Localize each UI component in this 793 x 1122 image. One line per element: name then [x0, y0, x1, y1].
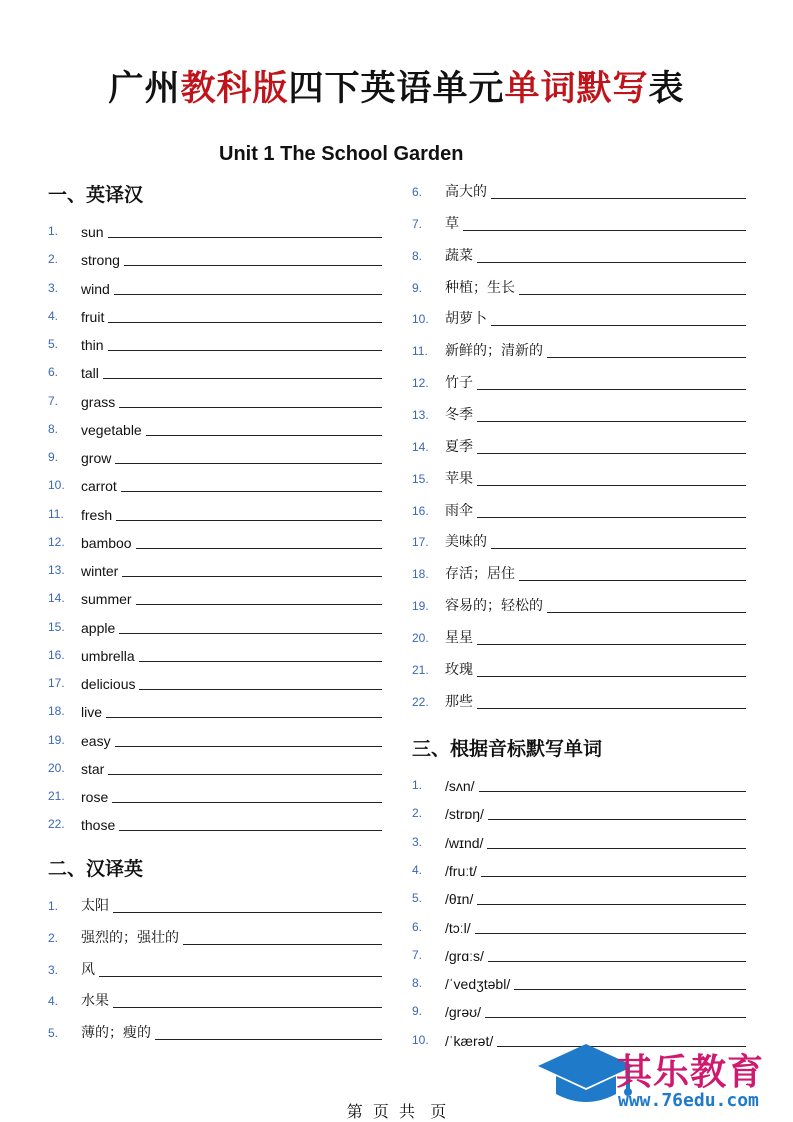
answer-blank-line[interactable]: [155, 1038, 382, 1040]
list-item: [412, 770, 746, 794]
item-prompt: /strɒŋ/: [445, 806, 484, 823]
list-item: [48, 470, 382, 494]
item-prompt: fruit: [81, 308, 105, 325]
item-number: 21.: [412, 662, 429, 677]
item-number: 14.: [412, 439, 429, 454]
title-text-dictation: 单词默写: [504, 69, 649, 109]
item-prompt: 美味的: [445, 534, 487, 551]
answer-blank-line[interactable]: [139, 688, 382, 690]
answer-blank-line[interactable]: [108, 321, 382, 323]
section-heading-phonetic: 三、根据音标默写单词: [412, 738, 603, 760]
item-prompt: carrot: [81, 478, 117, 495]
item-number: 9.: [48, 450, 59, 464]
answer-blank-line[interactable]: [477, 516, 746, 518]
list-item: [48, 414, 382, 438]
item-prompt: 胡萝卜: [445, 311, 487, 328]
list-item: [48, 583, 382, 607]
item-number: 11.: [412, 344, 428, 359]
item-number: 5.: [412, 891, 423, 906]
list-item: [412, 883, 746, 907]
item-number: 19.: [48, 732, 65, 747]
list-item: [48, 301, 382, 325]
answer-blank-line[interactable]: [477, 452, 746, 454]
item-prompt: 强烈的；强壮的: [81, 929, 179, 946]
answer-blank-line[interactable]: [119, 406, 382, 408]
item-prompt: 风: [81, 961, 95, 978]
answer-blank-line[interactable]: [108, 349, 382, 351]
item-number: 17.: [48, 676, 65, 690]
item-prompt: grow: [81, 450, 112, 466]
item-number: 2.: [412, 806, 423, 821]
list-item: [412, 400, 746, 424]
list-item: [48, 216, 382, 240]
item-number: 11.: [48, 506, 64, 521]
item-number: 19.: [412, 599, 429, 614]
item-prompt: 存活；居住: [445, 566, 515, 583]
item-prompt: /sʌn/: [445, 778, 475, 794]
answer-blank-line[interactable]: [115, 745, 382, 747]
item-number: 7.: [412, 216, 423, 231]
answer-blank-line[interactable]: [491, 324, 746, 326]
item-number: 12.: [412, 376, 429, 391]
item-prompt: 太阳: [81, 898, 109, 914]
item-number: 7.: [412, 947, 423, 962]
item-prompt: apple: [81, 619, 116, 636]
item-prompt: rose: [81, 789, 109, 805]
list-item: [412, 432, 746, 456]
item-prompt: /θɪn/: [445, 891, 474, 908]
item-prompt: 蔬菜: [445, 247, 473, 264]
item-number: 18.: [48, 704, 65, 719]
item-number: 3.: [412, 834, 423, 849]
answer-blank-line[interactable]: [183, 943, 382, 945]
item-number: 17.: [412, 535, 429, 550]
list-item: [48, 955, 382, 979]
answer-blank-line[interactable]: [112, 801, 382, 803]
item-number: 13.: [48, 563, 65, 577]
answer-blank-line[interactable]: [477, 903, 746, 905]
item-prompt: /grəʊ/: [445, 1004, 481, 1021]
list-item: [412, 996, 746, 1020]
list-item: [48, 527, 382, 551]
item-prompt: 竹子: [445, 375, 473, 392]
item-number: 10.: [412, 312, 429, 327]
answer-blank-line[interactable]: [122, 575, 382, 577]
list-item: [48, 555, 382, 579]
list-item: [48, 442, 382, 466]
list-item: [412, 623, 746, 647]
answer-blank-line[interactable]: [99, 975, 382, 977]
title-text-jiaokeban: 教科版: [180, 69, 289, 109]
answer-blank-line[interactable]: [146, 434, 382, 436]
item-number: 13.: [412, 407, 429, 422]
answer-blank-line[interactable]: [547, 356, 746, 358]
item-prompt: /fruːt/: [445, 862, 477, 879]
item-prompt: 高大的: [445, 184, 487, 200]
answer-blank-line[interactable]: [113, 1006, 382, 1008]
answer-blank-line[interactable]: [488, 960, 746, 962]
title-text-grade: 四下英语单元: [288, 69, 505, 109]
answer-blank-line[interactable]: [477, 388, 746, 390]
item-number: 22.: [48, 817, 65, 832]
answer-blank-line[interactable]: [119, 829, 382, 831]
item-number: 8.: [412, 976, 423, 991]
item-prompt: /grɑːs/: [445, 947, 484, 964]
list-item: [412, 177, 746, 201]
item-prompt: wind: [81, 280, 110, 297]
item-prompt: 种植；生长: [445, 279, 515, 296]
answer-blank-line[interactable]: [488, 818, 746, 820]
brand-name: 其乐教育: [616, 1052, 765, 1093]
answer-blank-line[interactable]: [139, 660, 382, 662]
list-item: [412, 241, 746, 265]
list-item: [48, 668, 382, 692]
list-item: [412, 304, 746, 328]
item-prompt: thin: [81, 337, 104, 353]
item-number: 10.: [412, 1032, 429, 1047]
answer-blank-line[interactable]: [103, 377, 382, 379]
answer-blank-line[interactable]: [116, 519, 382, 521]
answer-blank-line[interactable]: [491, 547, 746, 549]
list-item: [412, 940, 746, 964]
page-title: [0, 64, 793, 114]
item-number: 6.: [48, 365, 59, 380]
item-prompt: 星星: [445, 629, 473, 646]
item-prompt: summer: [81, 591, 132, 608]
answer-blank-line[interactable]: [136, 547, 382, 549]
answer-blank-line[interactable]: [115, 462, 382, 464]
answer-blank-line[interactable]: [485, 1016, 746, 1018]
answer-blank-line[interactable]: [514, 988, 746, 990]
brand-url: www.76edu.com: [618, 1090, 759, 1111]
item-prompt: star: [81, 760, 105, 777]
answer-blank-line[interactable]: [481, 875, 746, 877]
item-number: 10.: [48, 478, 65, 493]
title-text-table: 表: [648, 69, 685, 109]
item-number: 12.: [48, 534, 65, 549]
answer-blank-line[interactable]: [479, 790, 746, 792]
list-item: [412, 496, 746, 520]
item-number: 15.: [412, 471, 429, 486]
list-item: [48, 1018, 382, 1042]
item-number: 4.: [48, 308, 59, 323]
item-number: 9.: [412, 280, 423, 295]
item-prompt: 那些: [445, 693, 473, 710]
answer-blank-line[interactable]: [114, 293, 382, 295]
list-item: [48, 329, 382, 353]
item-number: 7.: [48, 393, 59, 408]
answer-blank-line[interactable]: [491, 197, 746, 199]
item-number: 14.: [48, 591, 65, 606]
list-item: [48, 809, 382, 833]
list-item: [48, 499, 382, 523]
item-prompt: easy: [81, 732, 111, 749]
answer-blank-line[interactable]: [108, 236, 382, 238]
item-number: 6.: [412, 185, 423, 199]
answer-blank-line[interactable]: [519, 293, 746, 295]
section-heading-cn-to-en: 二、汉译英: [48, 858, 144, 880]
item-prompt: bamboo: [81, 534, 132, 551]
list-item: [48, 725, 382, 749]
answer-blank-line[interactable]: [463, 229, 746, 231]
unit-subtitle: Unit 1 The School Garden: [219, 143, 464, 165]
item-number: 20.: [412, 630, 429, 645]
item-prompt: umbrella: [81, 647, 135, 664]
item-prompt: 夏季: [445, 438, 473, 455]
item-number: 6.: [412, 919, 423, 934]
answer-blank-line[interactable]: [106, 716, 382, 718]
list-item: [48, 753, 382, 777]
list-item: [412, 827, 746, 851]
item-prompt: tall: [81, 365, 99, 382]
list-item: [412, 855, 746, 879]
item-prompt: grass: [81, 393, 116, 410]
item-number: 4.: [48, 994, 59, 1009]
list-item: [412, 273, 746, 297]
item-prompt: /ˈkærət/: [445, 1032, 494, 1049]
answer-blank-line[interactable]: [547, 611, 746, 613]
item-prompt: 薄的；瘦的: [81, 1025, 151, 1041]
item-prompt: /tɔːl/: [445, 919, 471, 936]
item-number: 16.: [48, 647, 65, 662]
item-number: 2.: [48, 930, 59, 945]
answer-blank-line[interactable]: [519, 579, 746, 581]
list-item: [48, 612, 382, 636]
answer-blank-line[interactable]: [136, 603, 382, 605]
item-number: 9.: [412, 1004, 423, 1019]
item-number: 16.: [412, 503, 429, 518]
answer-blank-line[interactable]: [477, 420, 746, 422]
item-prompt: 玫瑰: [445, 661, 473, 678]
answer-blank-line[interactable]: [477, 643, 746, 645]
list-item: [48, 696, 382, 720]
list-item: [412, 464, 746, 488]
answer-blank-line[interactable]: [477, 707, 746, 709]
list-item: [412, 591, 746, 615]
list-item: [412, 912, 746, 936]
item-prompt: winter: [81, 563, 119, 579]
list-item: [48, 986, 382, 1010]
item-number: 3.: [48, 280, 59, 295]
item-number: 18.: [412, 567, 429, 582]
list-item: [48, 386, 382, 410]
item-number: 21.: [48, 789, 65, 803]
answer-blank-line[interactable]: [113, 911, 382, 913]
answer-blank-line[interactable]: [108, 773, 382, 775]
item-number: 8.: [412, 248, 423, 263]
answer-blank-line[interactable]: [487, 847, 746, 849]
list-item: [48, 891, 382, 915]
list-item: [48, 357, 382, 381]
answer-blank-line[interactable]: [119, 632, 382, 634]
list-item: [48, 640, 382, 664]
list-item: [412, 687, 746, 711]
item-number: 8.: [48, 421, 59, 436]
item-prompt: delicious: [81, 676, 136, 692]
item-number: 22.: [412, 694, 429, 709]
list-item: [412, 968, 746, 992]
list-item: [412, 336, 746, 360]
item-prompt: 冬季: [445, 406, 473, 423]
item-prompt: fresh: [81, 506, 113, 523]
answer-blank-line[interactable]: [477, 675, 746, 677]
item-prompt: strong: [81, 252, 120, 269]
answer-blank-line[interactable]: [121, 490, 382, 492]
list-item: [412, 559, 746, 583]
item-number: 5.: [48, 1026, 59, 1040]
item-prompt: 新鲜的；清新的: [445, 343, 543, 360]
answer-blank-line[interactable]: [477, 261, 746, 263]
item-number: 1.: [48, 899, 59, 913]
list-item: [48, 244, 382, 268]
item-prompt: those: [81, 817, 116, 834]
item-prompt: live: [81, 704, 103, 721]
list-item: [412, 368, 746, 392]
item-number: 1.: [48, 224, 59, 238]
page-footer: 第 页 共 页: [346, 1102, 447, 1121]
item-number: 5.: [48, 337, 59, 351]
item-prompt: 容易的；轻松的: [445, 598, 543, 615]
item-prompt: sun: [81, 224, 104, 240]
list-item: [412, 798, 746, 822]
item-number: 15.: [48, 619, 65, 634]
item-number: 4.: [412, 862, 423, 877]
item-prompt: /wɪnd/: [445, 834, 484, 851]
list-item: [48, 923, 382, 947]
item-prompt: vegetable: [81, 421, 142, 438]
item-number: 2.: [48, 252, 59, 267]
item-number: 1.: [412, 778, 423, 792]
list-item: [412, 209, 746, 233]
item-prompt: 草: [445, 215, 459, 232]
list-item: [48, 273, 382, 297]
answer-blank-line[interactable]: [124, 264, 382, 266]
item-prompt: 苹果: [445, 470, 473, 487]
item-prompt: /ˈvedʒtəbl/: [445, 976, 511, 993]
answer-blank-line[interactable]: [477, 484, 746, 486]
list-item: [48, 781, 382, 805]
item-prompt: 雨伞: [445, 502, 473, 519]
item-prompt: 水果: [81, 993, 109, 1010]
item-number: 3.: [48, 962, 59, 977]
item-number: 20.: [48, 760, 65, 775]
answer-blank-line[interactable]: [475, 932, 746, 934]
section-heading-en-to-cn: 一、英译汉: [48, 184, 144, 206]
title-text-guangzhou: 广州: [108, 69, 181, 109]
list-item: [412, 527, 746, 551]
list-item: [412, 655, 746, 679]
